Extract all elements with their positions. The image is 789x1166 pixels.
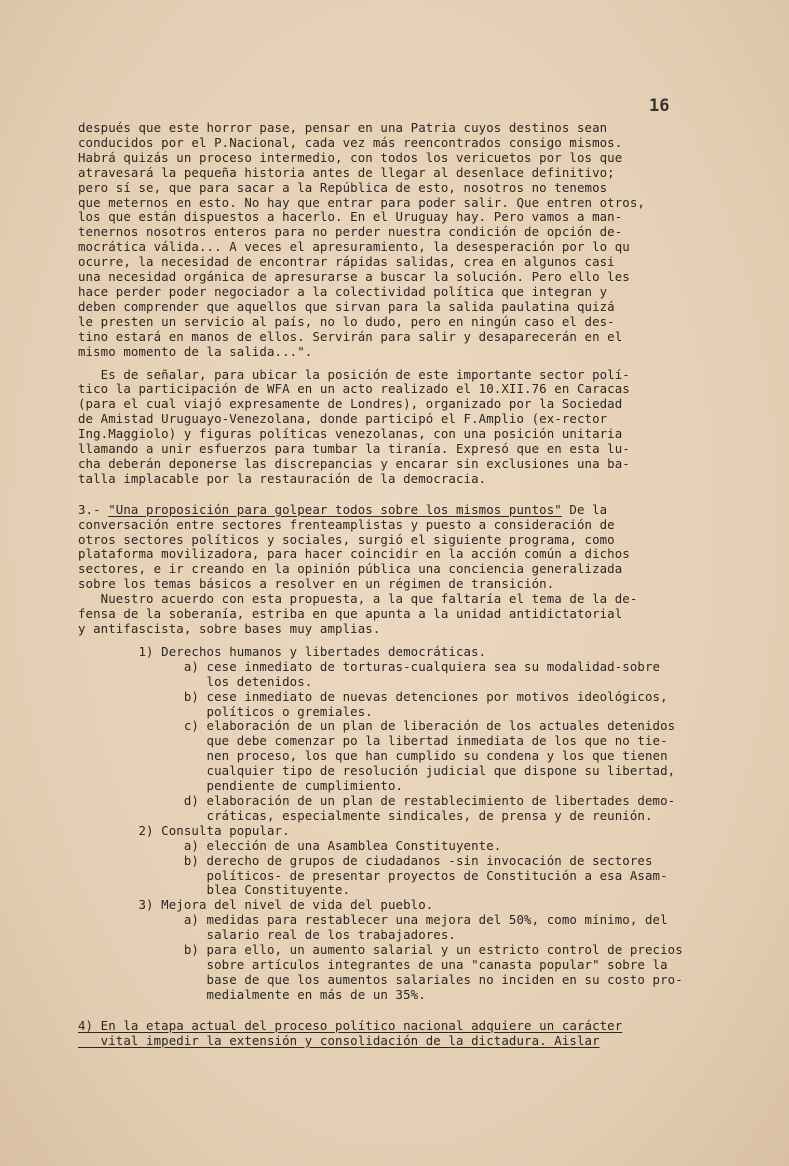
list-item: base de que los aumentos salariales no inciden en su costo pro- (78, 971, 683, 987)
paragraph-spacer (78, 1003, 728, 1019)
list-item: a) medidas para restablecer una mejora del 50%, como mínimo, del (78, 912, 668, 928)
text-line: plataforma movilizadora, para hacer coincidir en la acción común a dichos (78, 546, 630, 562)
text-line: conversación entre sectores frenteamplistas y puesto a consideración de (78, 516, 615, 532)
text-line: sobre los temas básicos a resolver en un régimen de transición. (78, 576, 555, 592)
list-item: 2) Consulta popular. (78, 822, 290, 838)
text-line: le presten un servicio al país, no lo dudo, pero en ningún caso el des- (78, 313, 615, 329)
text-line: talla implacable por la restauración de la democracia. (78, 470, 487, 486)
list-item: 1) Derechos humanos y libertades democráticas. (78, 643, 487, 659)
paragraph-continuation (78, 121, 728, 360)
text-line: Nuestro acuerdo con esta propuesta, a la que faltaría el tema de la de- (78, 591, 638, 607)
list-item: cualquier tipo de resolución judicial que dispone su libertad, (78, 763, 676, 779)
text-line: mismo momento de la salida...". (78, 343, 313, 359)
list-item: a) elección de una Asamblea Constituyente. (78, 837, 502, 853)
text-line: sectores, e ir creando en la opinión pública una conciencia generalizada (78, 561, 623, 577)
list-item: d) elaboración de un plan de restablecimiento de libertades demo- (78, 792, 676, 808)
text-line: otros sectores políticos y sociales, surgió el siguiente programa, como (78, 531, 615, 547)
text-line: después que este horror pase, pensar en una Patria cuyos destinos sean (78, 120, 608, 135)
list-item: sobre artículos integrantes de una "canasta popular" sobre la (78, 956, 668, 972)
text-line: vital impedir la extensión y consolidación de la dictadura. Aislar (78, 1032, 600, 1048)
list-item: políticos o gremiales. (78, 703, 373, 719)
list-item: cráticas, especialmente sindicales, de prensa y de reunión. (78, 807, 653, 823)
text-line: conducidos por el P.Nacional, cada vez más reencontrados consigo mismos. (78, 134, 623, 150)
list-item: blea Constituyente. (78, 882, 351, 898)
list-item: que debe comenzar po la libertad inmediata de los que no tie- (78, 733, 668, 749)
section-3-number: 3.- (78, 501, 109, 517)
section-3-title: "Una proposición para golpear todos sobre los mismos puntos" (108, 501, 562, 517)
text-line: Ing.Maggiolo) y figuras políticas venezolanas, con una posición unitaria (78, 426, 623, 442)
text-line: (para el cual viajó expresamente de Londres), organizado por la Sociedad (78, 396, 623, 412)
list-item: nen proceso, los que han cumplido su condena y los que tienen (78, 748, 668, 764)
list-item: b) para ello, un aumento salarial y un estricto control de precios (78, 942, 683, 958)
text-line: deben comprender que aquellos que sirvan para la salida paulatina quizá (78, 298, 615, 314)
list-item: b) cese inmediato de nuevas detenciones por motivos ideológicos, (78, 688, 668, 704)
list-item: pendiente de cumplimiento. (78, 778, 404, 794)
paragraph-wfa-caracas (78, 368, 728, 487)
list-item: políticos- de presentar proyectos de Constitución a esa Asam- (78, 867, 668, 883)
text-line: una necesidad orgánica de apresurarse a buscar la solución. Pero ello les (78, 269, 630, 285)
list-item: a) cese inmediato de torturas-cualquiera sea su modalidad-sobre (78, 658, 661, 674)
list-item: 3) Mejora del nivel de vida del pueblo. (78, 897, 434, 913)
text-line: hace perder poder negociador a la colectividad política que integran y (78, 283, 608, 299)
text-line: tico la participación de WFA en un acto realizado el 10.XII.76 en Caracas (78, 381, 630, 397)
text-line: pero sí se, que para sacar a la República de esto, nosotros no tenemos (78, 179, 608, 195)
text-line: que meternos en esto. No hay que entrar para poder salir. Que entren otros, (78, 194, 645, 210)
text-line: Es de señalar, para ubicar la posición de este importante sector polí- (78, 366, 630, 382)
text-line: tenernos nosotros enteros para no perder nuestra condición de opción de- (78, 224, 623, 240)
paragraph-spacer (78, 487, 728, 503)
list-item: c) elaboración de un plan de liberación de los actuales detenidos (78, 718, 676, 734)
section-3-heading-rest: De la (561, 501, 608, 517)
text-line: 4) En la etapa actual del proceso político nacional adquiere un carácter (78, 1017, 623, 1033)
program-list (78, 645, 728, 1003)
document-body (78, 121, 728, 1048)
page-number: 16 (649, 96, 670, 116)
text-line: cha deberán deponerse las discrepancias y encarar sin exclusiones una ba- (78, 455, 630, 471)
list-item: los detenidos. (78, 673, 313, 689)
list-item: medialmente en más de un 35%. (78, 986, 426, 1002)
text-line: atravesará la pequeña historia antes de llegar al desenlace definitivo; (78, 164, 615, 180)
text-line: tino estará en manos de ellos. Servirán para salir y desaparecerán en el (78, 328, 623, 344)
text-line: de Amistad Uruguayo-Venezolana, donde participó el F.Amplio (ex-rector (78, 411, 608, 427)
text-line: y antifascista, sobre bases muy amplias. (78, 621, 381, 636)
text-line: fensa de la soberanía, estriba en que apunta a la unidad antidictatorial (78, 606, 623, 622)
text-line: los que están dispuestos a hacerlo. En el Uruguay hay. Pero vamos a man- (78, 209, 623, 225)
section-3 (78, 503, 728, 637)
text-line: mocrática válida... A veces el apresuramiento, la desesperación por lo qu (78, 239, 630, 255)
list-item: salario real de los trabajadores. (78, 927, 456, 943)
list-item: b) derecho de grupos de ciudadanos -sin invocación de sectores (78, 852, 653, 868)
text-line: Habrá quizás un proceso intermedio, con todos los vericuetos por los que (78, 149, 623, 165)
section-3-heading-line (78, 503, 728, 518)
point-4 (78, 1019, 728, 1049)
text-line: ocurre, la necesidad de encontrar rápidas salidas, crea en algunos casi (78, 254, 615, 270)
text-line: llamando a unir esfuerzos para tumbar la tiranía. Expresó que en esta lu- (78, 441, 630, 457)
